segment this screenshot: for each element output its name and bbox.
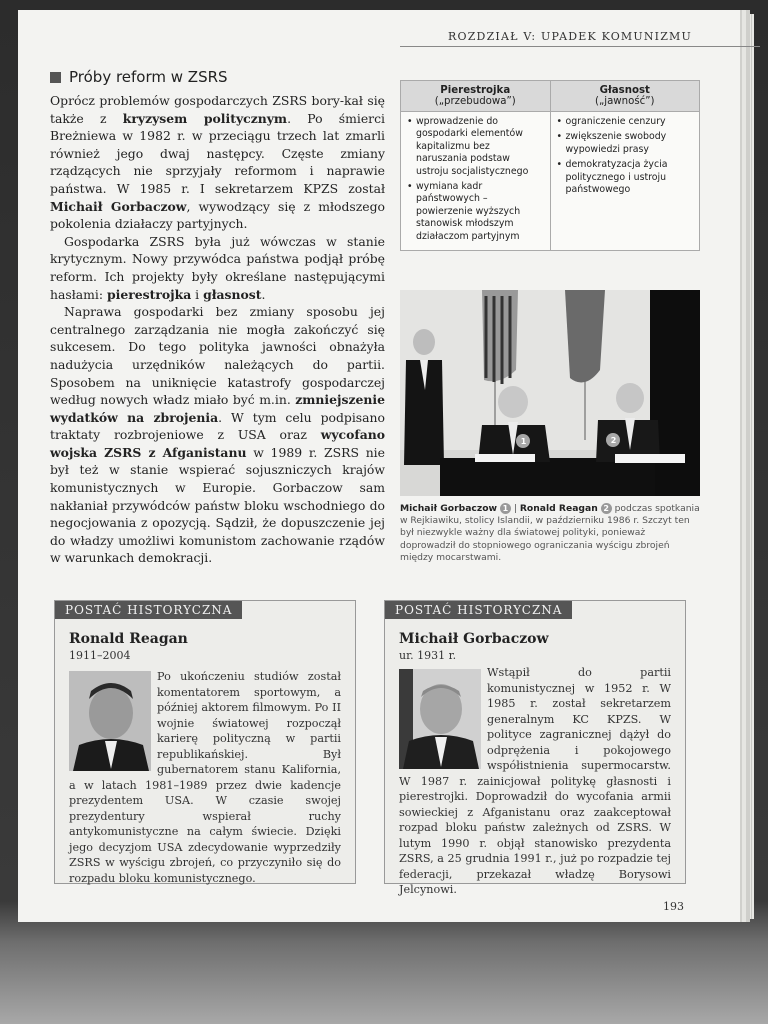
text-run: Oprócz problemów gospodarczych ZSRS bory-kał się także z: [50, 93, 385, 126]
table-cell-glasnost: [550, 112, 700, 251]
table-header-title: Pierestrojka: [440, 85, 511, 96]
box-name: Ronald Reagan: [69, 631, 188, 647]
text-run: .: [261, 286, 266, 302]
caption-marker-2: 2: [601, 503, 612, 514]
caption-name-gorbaczow: Michaił Gorbaczow: [400, 503, 497, 514]
summit-photo-image: [400, 290, 700, 496]
running-head-rule: [400, 46, 760, 47]
historical-figure-box-reagan: [54, 600, 356, 884]
text-run: Gospodarka ZSRS była już wówczas w stanie krytycznym. Nowy przywódca państwa podjął próbę reform. Ich projekty były określane następującymi hasłami:: [50, 233, 385, 302]
portrait-reagan: [69, 671, 151, 771]
text-run: w 1989 r. ZSRS nie był też w stanie wspierać sojuszniczych krajów komunistycznych w Europie. Gorbaczow sam nakłaniał przywódców państw bloku wschodniego do negocjowania z opozycją. Sądził, że dopuszczenie jej do władzy umożliwi komunistom zachowanie rządów w warunkach demokracji.: [50, 444, 385, 566]
list-item: • wprowadzenie do gospodarki elementów kapitalizmu bez naruszania podstaw ustroju socjalistycznego: [416, 116, 544, 178]
section-body: [50, 92, 385, 567]
section-title-text: Próby reform w ZSRS: [69, 68, 228, 86]
bold-term: zmniejszenie wydatków na zbrojenia: [50, 392, 385, 425]
bold-term: Michaił Gorbaczow: [50, 198, 187, 214]
table-header-glasnost: [550, 81, 700, 112]
photo-marker-1: 1: [520, 437, 527, 446]
comparison-table: [400, 80, 700, 251]
box-tag: POSTAĆ HISTORYCZNA: [55, 601, 242, 619]
box-text: Po ukończeniu studiów został komentatorem sportowym, a później aktorem filmowym. Po II wojnie światowej rozpoczął karierę polityczną w partii republikańskiej. Był gubernatorem stanu Kalifornia, a w latach 1981–1989 przez dwie kadencje prezydentem USA. W czasie swojej prezydentury wspierał ruchy antykomunistyczne na całym świecie. Dzięki jego decyzjom USA zdecydowanie wyprzedziły ZSRS w wyścigu zbrojeń, co przyczyniło się do rozpadu bloku komunistycznego.: [69, 670, 341, 885]
text-run: i: [191, 286, 204, 302]
historical-figure-box-gorbaczow: [384, 600, 686, 896]
table-header-sub: („przebudowa”): [434, 96, 516, 107]
table-header-title: Głasnost: [599, 85, 650, 96]
bold-term: wycofano wojska ZSRS z Afganistanu: [50, 427, 385, 460]
caption-text: podczas spotkania w Rejkiawiku, stolicy Islandii, w październiku 1986 r. Szczyt ten był niezwykle ważny dla światowej polityki, ponieważ doprowadził do stopniowego ograniczania wyścigu zbrojeń między mocarstwami.: [400, 503, 700, 563]
caption-name-reagan: Ronald Reagan: [519, 503, 598, 514]
caption-separator: |: [510, 503, 520, 514]
table-header-sub: („jawność”): [594, 96, 655, 107]
bold-term: głasnost: [203, 286, 262, 302]
body-paragraph: [50, 233, 385, 303]
caption-marker-1: 1: [500, 503, 511, 514]
text-run: , wywodzący się z młodszego pokolenia działaczy partyjnych.: [50, 198, 385, 232]
portrait-image: [69, 671, 151, 771]
photo-caption: [400, 503, 702, 564]
body-paragraph: [50, 303, 385, 567]
running-head: ROZDZIAŁ V: UPADEK KOMUNIZMU: [448, 30, 692, 43]
body-paragraph: [50, 92, 385, 233]
textbook-page: [18, 10, 740, 922]
bold-term: kryzysem politycznym: [122, 110, 288, 126]
main-text-column: [50, 68, 385, 567]
photo-marker-2: 2: [610, 436, 617, 445]
box-dates: ur. 1931 r.: [399, 649, 457, 662]
list-item: • zwiększenie swobody wypowiedzi prasy: [566, 131, 694, 156]
list-item: • demokratyzacja życia politycznego i ustroju państwowego: [566, 159, 694, 196]
section-title: [50, 68, 385, 86]
table-cell-pierestrojka: [401, 112, 551, 251]
text-run: . W tym celu podpisano traktaty rozbrojeniowe z USA oraz: [50, 409, 385, 443]
text-run: . Po śmierci Breżniewa w 1982 r. w przeciągu trzech lat zmarli również jego dwaj następcy. Częste zmiany rządzących nie sprzyjały reformom i naprawie państwa. W 1985 r. I sekretarzem KPZS został: [50, 110, 386, 196]
summit-photo: [400, 290, 700, 496]
text-run: Naprawa gospodarki bez zmiany sposobu jej centralnego zarządzania nie mogła zakończyć się sukcesem. Do tego polityka jawności obnażyła nadużycia urzędników należących do partii. Sposobem na uniknięcie katastrofy gospodarczej według nowych władz miało być m.in.: [50, 304, 385, 408]
table-header-pierestrojka: [401, 81, 551, 112]
bold-term: pierestrojka: [106, 286, 192, 302]
box-text: Wstąpił do partii komunistycznej w 1952 r. W 1985 r. został sekretarzem generalnym KC KPZS. W polityce zagranicznej dążył do odprężenia i pokojowego współistnienia supermocarstw. W 1987 r. zainicjował politykę głasnosti i pierestrojki. Doprowadził do wycofania armii sowieckiej z Afganistanu oraz zaakceptował rozpad bloku państw zależnych od ZSRS. W lutym 1990 r. objął stanowisko prezydenta ZSRS, a 25 grudnia 1991 r., już po rozpadzie tej federacji, przekazał władzę Borysowi Jelcynowi.: [399, 666, 671, 896]
box-name: Michaił Gorbaczow: [399, 631, 549, 647]
list-item: • ograniczenie cenzury: [566, 116, 694, 128]
portrait-image: [399, 669, 481, 769]
page-number: 193: [663, 900, 684, 913]
page-edges: [740, 14, 754, 919]
box-tag: POSTAĆ HISTORYCZNA: [385, 601, 572, 619]
list-item: • wymiana kadr państwowych – powierzenie wyższych stanowisk młodszym działaczom partyjnym: [416, 181, 544, 243]
box-dates: 1911–2004: [69, 649, 131, 662]
square-bullet-icon: [50, 72, 61, 83]
portrait-gorbaczow: [399, 669, 481, 769]
